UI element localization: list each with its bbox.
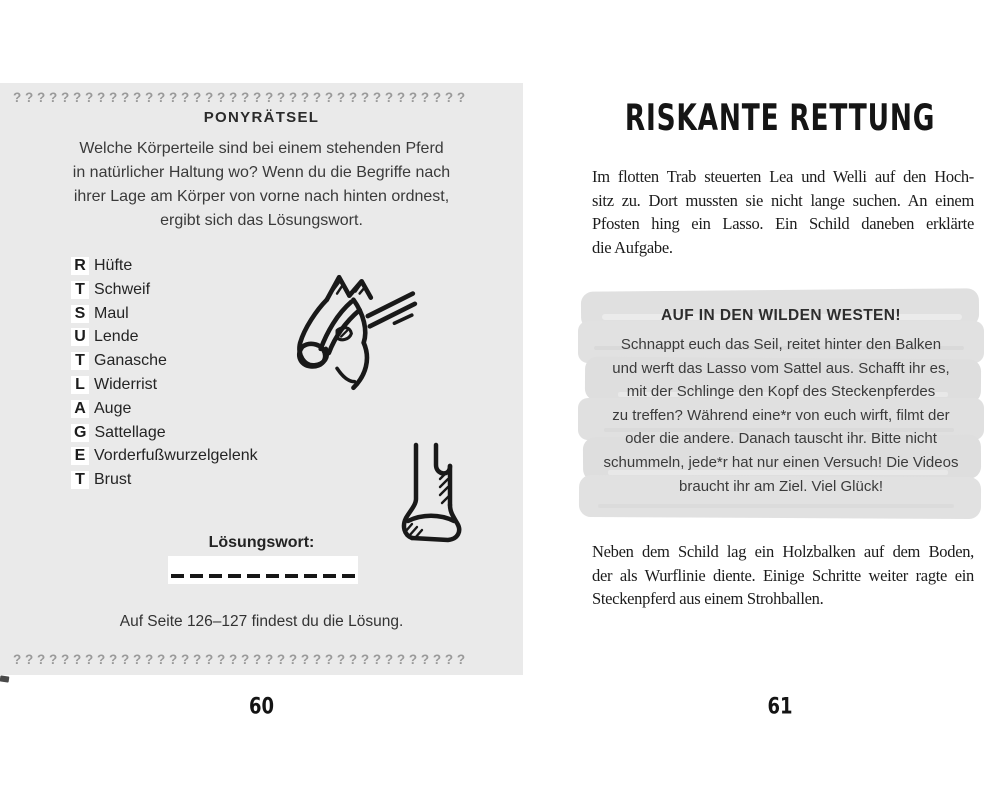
item-term: Auge [94, 399, 132, 417]
question-marks-border-bottom: ? ? ? ? ? ? ? ? ? ? ? ? ? ? ? ? ? ? ? ? ? ? ? ? ? ? ? ? ? ? ? ? ? ? ? ? ? ? [13, 652, 466, 667]
page-number-right: 61 [767, 692, 793, 720]
solution-hint: Auf Seite 126–127 findest du die Lösung. [119, 613, 404, 630]
blank-dash [323, 574, 336, 578]
page-number-left: 60 [248, 692, 275, 720]
list-item [71, 471, 258, 495]
item-letter: T [71, 281, 89, 299]
item-term: Brust [94, 471, 132, 489]
item-term: Hüfte [94, 257, 133, 274]
text-line: braucht ihr am Ziel. Viel Glück! [679, 477, 883, 495]
task-box-text [586, 333, 976, 498]
text-line: Im flotten Trab steuerten Lea und Welli auf den Hoch- [592, 167, 974, 186]
text-line: Pfosten hing ein Lasso. Ein Schild daneben erklärte [592, 214, 974, 233]
item-term: Vorderfußwurzelgelenk [94, 447, 258, 465]
task-box-heading: AUF IN DEN WILDEN WESTEN! [661, 307, 901, 324]
item-term: Widerrist [94, 375, 158, 393]
list-item [71, 281, 258, 305]
text-line: Welche Körperteile sind bei einem stehenden Pferd [79, 140, 444, 157]
task-box [578, 288, 984, 522]
list-item [71, 352, 258, 376]
text-line: oder die andere. Danach tauscht ihr. Bitte nicht [625, 430, 937, 448]
solution-label: Lösungswort: [208, 534, 315, 551]
blank-dash [285, 574, 298, 578]
blank-dash [209, 574, 222, 578]
text-line: die Aufgabe. [592, 237, 673, 257]
puzzle-intro [8, 137, 515, 233]
text-line: ihrer Lage am Körper von vorne nach hinten ordnest, [73, 188, 450, 205]
list-item [71, 328, 258, 352]
text-line: schummeln, jede*r hat nur einen Versuch! Die Videos [603, 453, 959, 471]
text-line: und werft das Lasso vom Sattel aus. Schafft ihr es, [612, 359, 950, 377]
blank-dash [342, 574, 355, 578]
text-line: der als Wurflinie diente. Einige Schritte weiter ragte ein [592, 565, 974, 585]
letter-list [71, 257, 258, 495]
item-letter: U [71, 328, 89, 346]
item-term: Lende [94, 328, 139, 346]
item-letter: L [71, 376, 89, 394]
question-marks-border-top: ? ? ? ? ? ? ? ? ? ? ? ? ? ? ? ? ? ? ? ? ? ? ? ? ? ? ? ? ? ? ? ? ? ? ? ? ? ? [13, 90, 466, 105]
text-line: zu treffen? Während eine*r von euch wirft, filmt der [612, 406, 950, 424]
item-letter: E [71, 447, 89, 465]
item-letter: R [71, 257, 89, 275]
ink-smudge [0, 675, 9, 682]
solution-answer-box[interactable] [168, 556, 358, 584]
item-letter: T [71, 471, 89, 489]
blank-dash [190, 574, 203, 578]
item-term: Schweif [94, 280, 151, 298]
story-paragraph-2 [592, 540, 974, 611]
list-item [71, 376, 258, 400]
blank-dash [171, 574, 184, 578]
text-line: mit der Schlinge den Kopf des Steckenpferdes [626, 383, 936, 401]
text-line: Schnappt euch das Seil, reitet hinter den Balken [620, 336, 942, 353]
blank-dash [247, 574, 260, 578]
horse-head-icon [292, 269, 420, 397]
item-letter: G [71, 424, 89, 442]
blank-dash [304, 574, 317, 578]
horse-hoof-icon [396, 441, 470, 549]
puzzle-title: PONYRÄTSEL [203, 109, 320, 126]
item-term: Ganasche [94, 352, 167, 370]
list-item [71, 447, 258, 471]
text-line: ergibt sich das Lösungswort. [160, 212, 363, 229]
task-box-content [578, 288, 984, 522]
item-letter: S [71, 305, 89, 323]
item-letter: A [71, 400, 89, 418]
story-title: RISKANTE RETTUNG [624, 96, 936, 139]
text-line: Steckenpferd aus einem Strohballen. [592, 589, 824, 608]
item-letter: T [71, 352, 89, 370]
list-item [71, 257, 258, 281]
story-paragraph-1 [592, 165, 974, 259]
item-term: Maul [94, 304, 129, 322]
blank-dash [228, 574, 241, 578]
text-line: Neben dem Schild lag ein Holzbalken auf dem Boden, [592, 542, 974, 561]
text-line: sitz zu. Dort mussten sie nicht lange suchen. An einem [592, 190, 974, 210]
blank-dash [266, 574, 279, 578]
list-item [71, 400, 258, 424]
list-item [71, 305, 258, 329]
item-term: Sattellage [94, 423, 166, 441]
list-item [71, 424, 258, 448]
text-line: in natürlicher Haltung wo? Wenn du die Begriffe nach [72, 164, 451, 181]
puzzle-panel [0, 83, 523, 675]
